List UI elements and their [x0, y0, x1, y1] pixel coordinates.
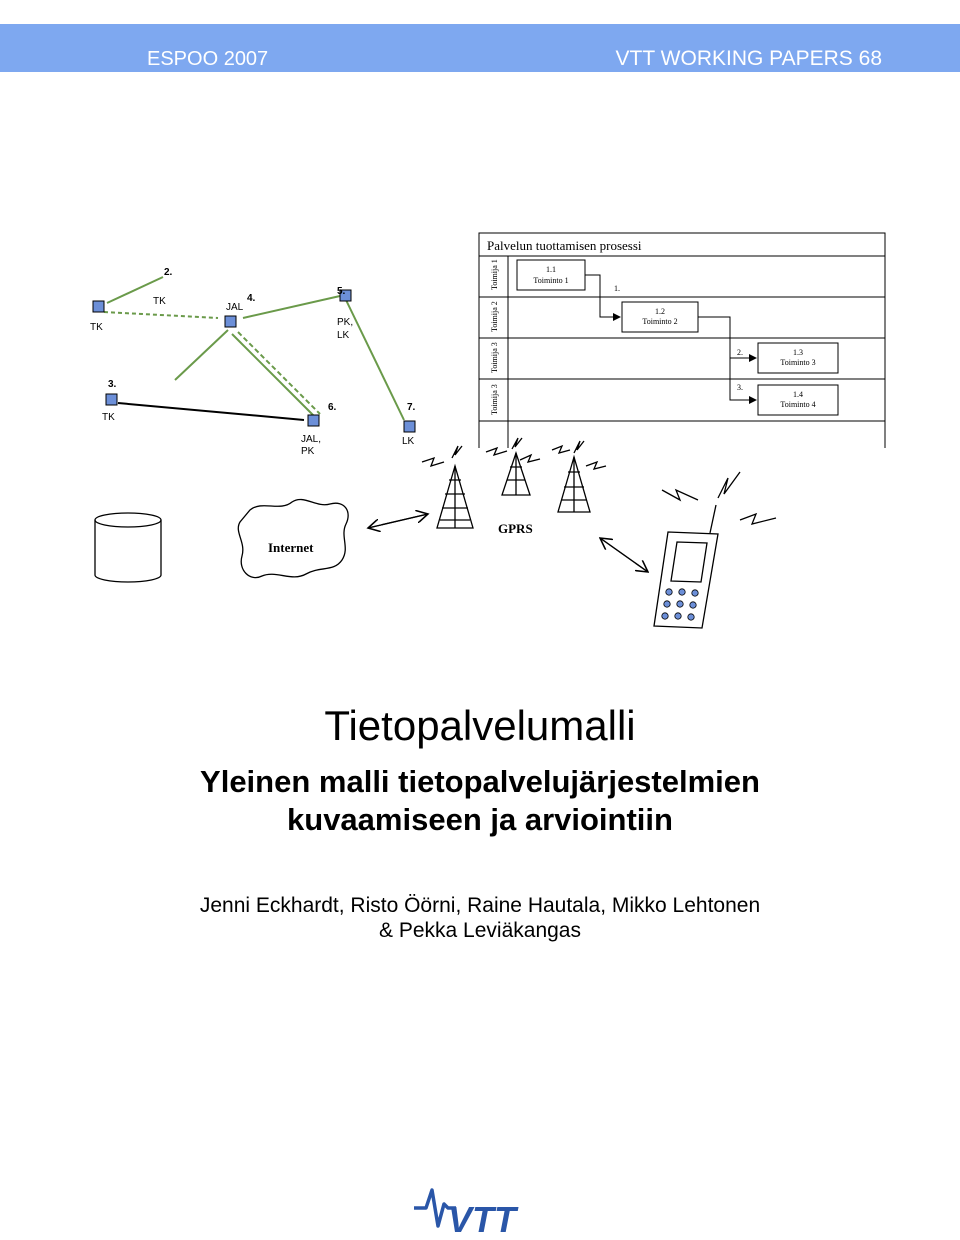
- radio-tower-icon: [437, 466, 473, 528]
- gprs-label: GPRS: [498, 521, 533, 536]
- internet-cloud-icon: [238, 499, 348, 577]
- actor-node: [308, 415, 319, 426]
- internet-label: Internet: [268, 540, 314, 555]
- svg-text:1.4: 1.4: [793, 390, 803, 399]
- vtt-logo: [412, 1186, 548, 1236]
- subtitle-line: Yleinen malli tietopalvelujärjestelmien: [200, 764, 760, 799]
- step-label: 3.: [737, 383, 743, 392]
- signal-bolt-icon: [422, 438, 776, 524]
- svg-text:1.2: 1.2: [655, 307, 665, 316]
- authors-line: Jenni Eckhardt, Risto Öörni, Raine Hautala, Mikko Lehtonen: [199, 894, 761, 917]
- header-series-place: ESPOO 2007: [147, 48, 269, 70]
- network-label: TK: [153, 296, 166, 307]
- step-label: 2.: [737, 348, 743, 357]
- network-number: 5.: [337, 286, 346, 297]
- actor-network: [90, 267, 416, 457]
- header-banner: [0, 24, 960, 72]
- actor-node: [106, 394, 117, 405]
- network-label: TK: [90, 322, 103, 333]
- svg-text:Toiminto 2: Toiminto 2: [642, 317, 678, 326]
- network-label: PK,: [337, 317, 354, 328]
- page-title: Tietopalvelumalli: [324, 702, 636, 749]
- network-number: 7.: [407, 402, 416, 413]
- network-label: JAL,: [301, 434, 322, 445]
- network-label: TK: [102, 412, 115, 423]
- authors-line: & Pekka Leviäkangas: [379, 919, 581, 942]
- process-title: Palvelun tuottamisen prosessi: [487, 238, 642, 253]
- radio-tower-icon: [502, 453, 530, 495]
- cover-illustration: [0, 225, 960, 645]
- network-label: PK: [301, 446, 315, 457]
- network-label: LK: [402, 436, 415, 447]
- logo-wordmark: VTT: [448, 1199, 516, 1236]
- lane-label: Toimija 1: [490, 259, 499, 290]
- network-label: LK: [337, 330, 350, 341]
- network-number: 2.: [164, 267, 173, 278]
- lane-label: Toimija 3: [490, 384, 499, 415]
- process-diagram: [479, 233, 885, 448]
- lane-label: Toimija 2: [490, 301, 499, 332]
- svg-text:Toiminto 1: Toiminto 1: [533, 276, 569, 285]
- svg-text:Toiminto 3: Toiminto 3: [780, 358, 816, 367]
- network-number: 6.: [328, 402, 337, 413]
- svg-text:1.1: 1.1: [546, 265, 556, 274]
- actor-node: [404, 421, 415, 432]
- step-label: 1.: [614, 284, 620, 293]
- network-label: JAL: [226, 302, 244, 313]
- lane-label: Toimija 3: [490, 342, 499, 373]
- subtitle: [0, 763, 960, 839]
- svg-text:1.3: 1.3: [793, 348, 803, 357]
- mobile-phone-icon: [654, 505, 718, 628]
- radio-tower-icon: [558, 457, 590, 512]
- header-series-name: VTT WORKING PAPERS 68: [615, 47, 882, 70]
- network-number: 4.: [247, 293, 256, 304]
- infrastructure: [95, 438, 776, 628]
- actor-node: [93, 301, 104, 312]
- svg-text:Toiminto 4: Toiminto 4: [780, 400, 816, 409]
- author-list: [0, 893, 960, 943]
- actor-node: [225, 316, 236, 327]
- network-number: 3.: [108, 379, 117, 390]
- subtitle-line: kuvaamiseen ja arviointiin: [287, 802, 673, 837]
- database-icon: [95, 513, 161, 582]
